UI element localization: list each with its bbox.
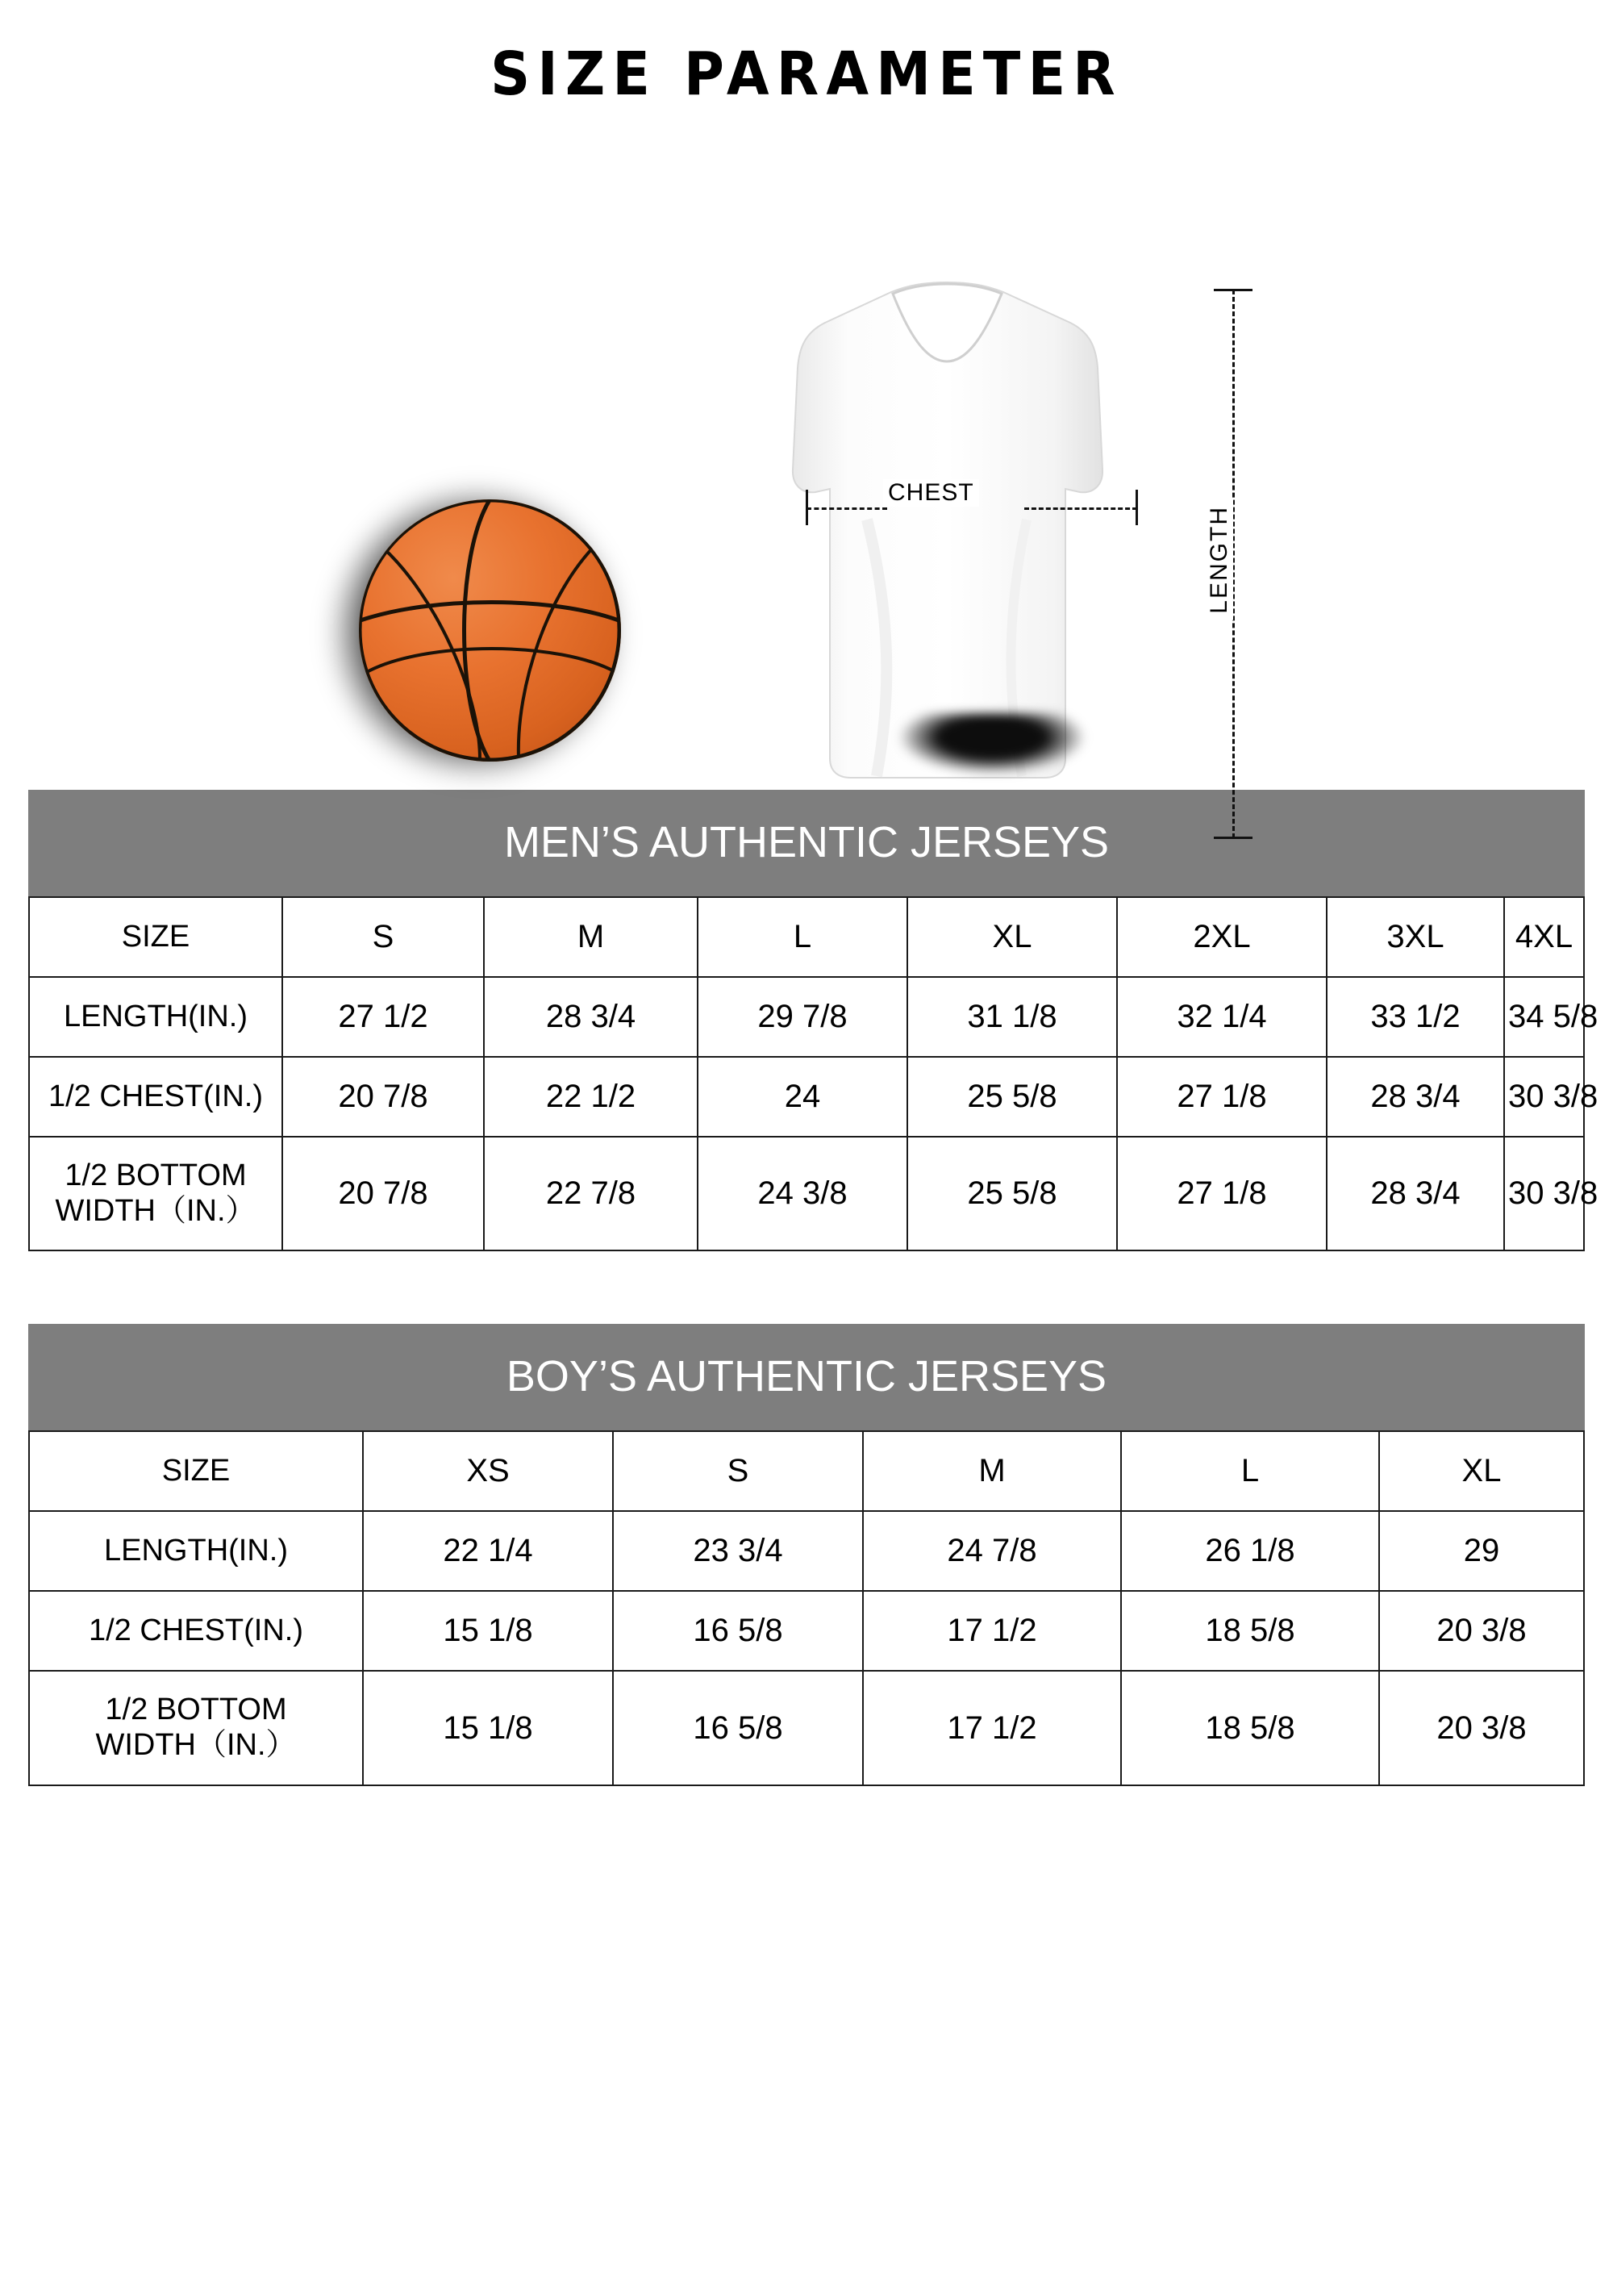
table-row — [29, 1057, 1584, 1137]
table-row-header — [29, 1431, 1584, 1511]
cell-length-s: 23 3/4 — [613, 1511, 863, 1591]
cell-chest-l: 24 — [698, 1057, 907, 1137]
basketball-icon — [319, 475, 641, 798]
row-label-line1: 1/2 BOTTOM — [65, 1158, 247, 1192]
cell-bottom-xl: 20 3/8 — [1379, 1671, 1584, 1785]
cell-chest-3xl: 28 3/4 — [1327, 1057, 1504, 1137]
cell-length-2xl: 32 1/4 — [1117, 977, 1327, 1057]
cell-chest-xs: 15 1/8 — [363, 1591, 613, 1671]
cell-chest-4xl: 30 3/8 — [1504, 1057, 1584, 1137]
basketball-seams — [359, 499, 621, 762]
cell-chest-m: 17 1/2 — [863, 1591, 1121, 1671]
chest-end-cap-right — [1136, 490, 1138, 525]
column-header-m: M — [484, 897, 698, 977]
cell-chest-xl: 25 5/8 — [907, 1057, 1117, 1137]
column-header-2xl: 2XL — [1117, 897, 1327, 977]
mens-table-heading: MEN’S AUTHENTIC JERSEYS — [28, 790, 1585, 896]
column-header-size: SIZE — [29, 1431, 363, 1511]
table-row — [29, 977, 1584, 1057]
jersey-icon — [770, 278, 1125, 842]
column-header-xl: XL — [907, 897, 1117, 977]
cell-length-m: 24 7/8 — [863, 1511, 1121, 1591]
length-end-cap-bottom — [1214, 837, 1252, 839]
cell-length-3xl: 33 1/2 — [1327, 977, 1504, 1057]
column-header-xs: XS — [363, 1431, 613, 1511]
column-header-l: L — [1121, 1431, 1379, 1511]
cell-length-4xl: 34 5/8 — [1504, 977, 1584, 1057]
table-row — [29, 1671, 1584, 1785]
jersey-shadow — [899, 713, 1085, 774]
cell-bottom-l: 24 3/8 — [698, 1137, 907, 1250]
chest-label: CHEST — [883, 479, 979, 507]
cell-bottom-3xl: 28 3/4 — [1327, 1137, 1504, 1250]
table-row-header — [29, 897, 1584, 977]
cell-bottom-m: 17 1/2 — [863, 1671, 1121, 1785]
cell-length-xl: 31 1/8 — [907, 977, 1117, 1057]
cell-bottom-xs: 15 1/8 — [363, 1671, 613, 1785]
cell-length-xl: 29 — [1379, 1511, 1584, 1591]
cell-chest-2xl: 27 1/8 — [1117, 1057, 1327, 1137]
column-header-xl: XL — [1379, 1431, 1584, 1511]
column-header-s: S — [282, 897, 484, 977]
boys-table-heading: BOY’S AUTHENTIC JERSEYS — [28, 1324, 1585, 1430]
column-header-l: L — [698, 897, 907, 977]
basketball-body — [359, 499, 621, 762]
column-header-m: M — [863, 1431, 1121, 1511]
column-header-4xl: 4XL — [1504, 897, 1584, 977]
chest-dashed-line-left — [806, 507, 887, 510]
page-title: SIZE PARAMETER — [490, 40, 1123, 109]
column-header-3xl: 3XL — [1327, 897, 1504, 977]
cell-length-m: 28 3/4 — [484, 977, 698, 1057]
mens-size-table — [28, 896, 1598, 1251]
row-label-line2: WIDTH（IN.） — [55, 1193, 256, 1228]
size-chart-page — [0, 40, 1613, 2296]
table-row — [29, 1137, 1584, 1250]
row-label-line1: 1/2 BOTTOM — [105, 1693, 287, 1727]
row-label-length: LENGTH(IN.) — [29, 977, 282, 1057]
boys-size-table-block — [28, 1324, 1585, 1785]
cell-length-s: 27 1/2 — [282, 977, 484, 1057]
cell-bottom-s: 20 7/8 — [282, 1137, 484, 1250]
length-label: LENGTH — [1206, 499, 1233, 620]
row-label-half-bottom-width — [29, 1671, 363, 1785]
product-diagram — [0, 104, 1613, 790]
cell-length-xs: 22 1/4 — [363, 1511, 613, 1591]
table-row — [29, 1591, 1584, 1671]
row-label-half-chest: 1/2 CHEST(IN.) — [29, 1591, 363, 1671]
cell-bottom-xl: 25 5/8 — [907, 1137, 1117, 1250]
cell-length-l: 26 1/8 — [1121, 1511, 1379, 1591]
column-header-size: SIZE — [29, 897, 282, 977]
cell-bottom-l: 18 5/8 — [1121, 1671, 1379, 1785]
row-label-half-bottom-width — [29, 1137, 282, 1250]
cell-bottom-s: 16 5/8 — [613, 1671, 863, 1785]
chest-dashed-line-right — [1024, 507, 1137, 510]
cell-bottom-2xl: 27 1/8 — [1117, 1137, 1327, 1250]
row-label-length: LENGTH(IN.) — [29, 1511, 363, 1591]
cell-length-l: 29 7/8 — [698, 977, 907, 1057]
section-spacer — [0, 1251, 1613, 1324]
cell-chest-m: 22 1/2 — [484, 1057, 698, 1137]
cell-bottom-4xl: 30 3/8 — [1504, 1137, 1584, 1250]
cell-bottom-m: 22 7/8 — [484, 1137, 698, 1250]
mens-size-table-block — [28, 790, 1598, 1251]
cell-chest-xl: 20 3/8 — [1379, 1591, 1584, 1671]
boys-size-table — [28, 1430, 1585, 1785]
cell-chest-s: 20 7/8 — [282, 1057, 484, 1137]
table-row — [29, 1511, 1584, 1591]
cell-chest-s: 16 5/8 — [613, 1591, 863, 1671]
column-header-s: S — [613, 1431, 863, 1511]
row-label-line2: WIDTH（IN.） — [95, 1728, 297, 1763]
row-label-half-chest: 1/2 CHEST(IN.) — [29, 1057, 282, 1137]
cell-chest-l: 18 5/8 — [1121, 1591, 1379, 1671]
